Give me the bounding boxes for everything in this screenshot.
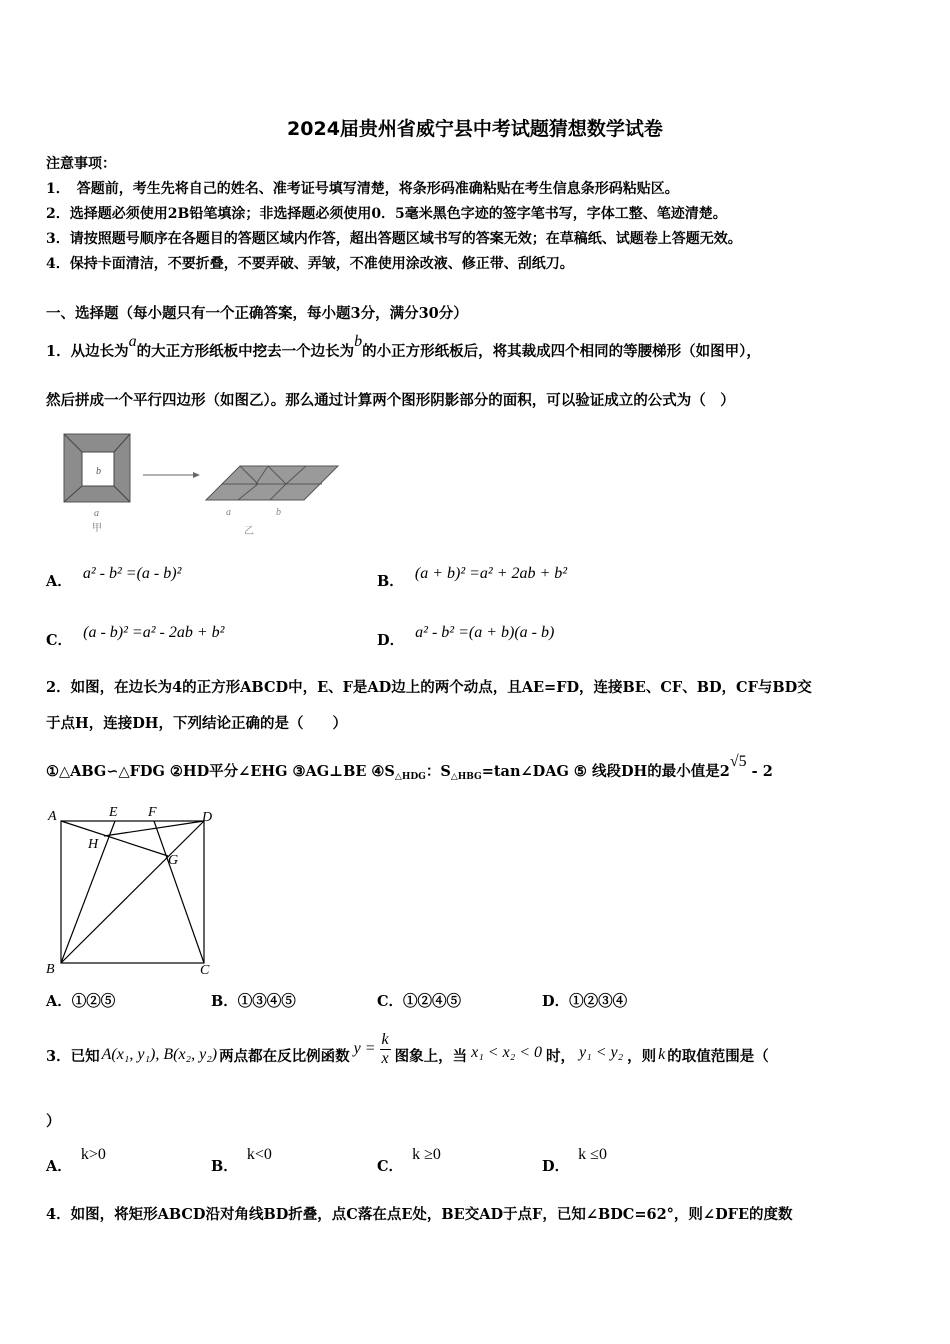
label-E: E xyxy=(109,805,118,820)
label-D: D xyxy=(202,810,213,825)
q1-option-b[interactable]: B． (a + b)² =a² + 2ab + b² xyxy=(377,565,568,590)
q3-option-c[interactable]: C． k ≥0 xyxy=(377,1146,441,1175)
label-F: F xyxy=(148,805,157,820)
q1-option-d[interactable]: D． a² - b² =(a + b)(a - b) xyxy=(377,624,555,649)
q4-text-line1: 4．如图，将矩形ABCD沿对角线BD折叠，点C落在点E处，BE交AD于点F，已知∠BDC=62°，则∠DFE的度数 xyxy=(46,1206,793,1223)
label-H: H xyxy=(88,837,99,852)
label-b: b xyxy=(96,466,101,477)
q2-option-a[interactable]: A．①②⑤ xyxy=(46,993,116,1010)
line-cf xyxy=(154,821,204,963)
q2-option-c[interactable]: C．①②④⑤ xyxy=(377,993,462,1010)
var-b: b xyxy=(354,333,363,350)
label-yi: 乙 xyxy=(244,526,254,537)
q3-points: A(x₁, y₁), B(x₂, y₂) xyxy=(101,1046,218,1063)
parallelogram xyxy=(206,466,338,500)
label-A: A xyxy=(48,809,57,824)
q2-text-line2: 于点H，连接DH，下列结论正确的是（ ） xyxy=(46,715,347,732)
q2-text-line1: 2．如图，在边长为4的正方形ABCD中，E、F是AD边上的两个动点，且AE=FD，连接BE、CF、BD，CF与BD交 xyxy=(46,679,812,696)
q1-option-a[interactable]: A． a² - b² =(a - b)² xyxy=(46,565,182,590)
var-a: a xyxy=(128,333,137,350)
notice-item: 3．请按照题号顺序在各题目的答题区域内作答，超出答题区域书写的答案无效；在草稿纸、试题卷上答题无效。 xyxy=(46,231,742,247)
q2-option-d[interactable]: D．①②③④ xyxy=(542,993,628,1010)
q3-option-a[interactable]: A． k>0 xyxy=(46,1146,106,1175)
sqrt5: √5 xyxy=(729,753,747,770)
q1-option-c[interactable]: C． (a - b)² =a² - 2ab + b² xyxy=(46,624,225,649)
q3-option-d[interactable]: D． k ≤0 xyxy=(542,1146,607,1175)
q3-close-paren: ） xyxy=(46,1113,61,1130)
label-a: a xyxy=(94,508,99,519)
notice-item: 1． 答题前，考生先将自己的姓名、准考证号填写清楚，将条形码准确粘贴在考生信息条形码粘贴区。 xyxy=(46,181,679,197)
line-hd xyxy=(104,821,204,836)
label-jia: 甲 xyxy=(92,523,102,534)
q2-text-line3: ①△ABG∽△FDG ②HD平分∠EHG ③AG⊥BE $④S_{\triangle HDG}$：$S_{\triangle HBG}=\tan\angle DAG$ ⑤ 线段DH的最小值是2√5 - 2 xyxy=(46,753,773,782)
label-pb: b xyxy=(276,507,281,518)
notice-item: 2．选择题必须使用2B铅笔填涂；非选择题必须使用0．5毫米黑色字迹的签字笔书写，字体工整、笔迹清楚。 xyxy=(46,206,727,222)
notice-item: 4．保持卡面清洁，不要折叠，不要弄破、弄皱，不准使用涂改液、修正带、刮纸刀。 xyxy=(46,256,574,272)
q1-text-line2: 然后拼成一个平行四边形（如图乙）。那么通过计算两个图形阴影部分的面积，可以验证成立的公式为（ ） xyxy=(46,392,735,409)
label-G: G xyxy=(168,853,179,868)
line-bd xyxy=(61,821,204,963)
label-B: B xyxy=(46,962,55,977)
q1-figure xyxy=(58,430,348,540)
q3-text-line1: 3．已知 A(x₁, y₁), B(x₂, y₂) 两点都在反比例函数 y = $\frac{k}{x}$ 图象上，当 x₁ < x₂ < 0 时， y₁ < y₂ ，则 k 的取值范围是（ xyxy=(46,1030,769,1067)
q3-option-b[interactable]: B． k<0 xyxy=(211,1146,272,1175)
section-heading: 一、选择题（每小题只有一个正确答案，每小题3分，满分30分） xyxy=(46,305,468,322)
notice-heading: 注意事项： xyxy=(46,156,116,172)
q3-fraction: $\frac{k}{x}$ xyxy=(381,1030,389,1067)
label-pa: a xyxy=(226,507,231,518)
line-ag xyxy=(61,821,168,856)
page-title: 2024届贵州省威宁县中考试题猜想数学试卷 xyxy=(287,118,663,140)
label-C: C xyxy=(200,963,210,978)
q1-text-line1: 1．从边长为a的大正方形纸板中挖去一个边长为b的小正方形纸板后，将其裁成四个相同的等腰梯形（如图甲）， xyxy=(46,333,761,360)
q2-figure xyxy=(44,800,224,980)
q2-option-b[interactable]: B．①③④⑤ xyxy=(211,993,296,1010)
